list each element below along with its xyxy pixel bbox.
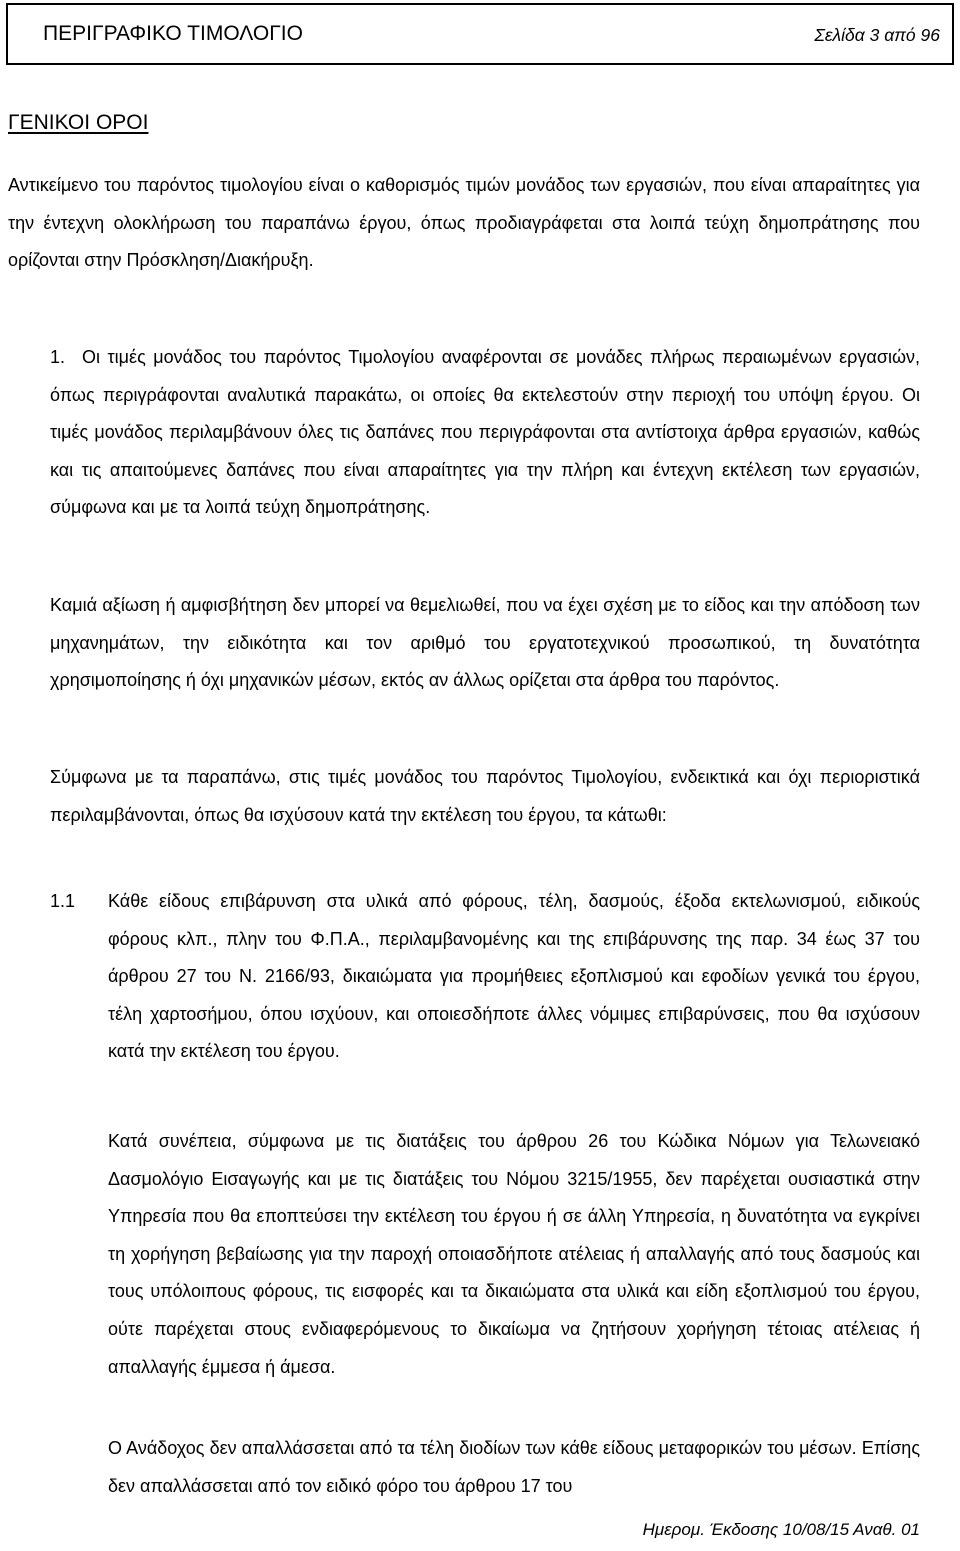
page-indicator: Σελίδα 3 από 96 (814, 25, 940, 45)
accord-paragraph: Σύμφωνα με τα παραπάνω, στις τιμές μονάδος του παρόντος Τιμολογίου, ενδεικτικά και όχι περιοριστικά περιλαμβάνονται, όπως θα ισχύσουν κατά την εκτέλεση του έργου, τα κάτωθι: (50, 767, 920, 825)
consequence-paragraph: Κατά συνέπεια, σύμφωνα με τις διατάξεις του άρθρου 26 του Κώδικα Νόμων για Τελωνειακό Δασμολόγιο Εισαγωγής και με τις διατάξεις του Νόμου 3215/1955, δεν παρέχεται ουσιαστικά στην Υπηρεσία που θα εποπτεύσει την εκτέλεση του έργου ή σε άλλη Υπηρεσία, η δυνατότητα να εγκρίνει τη χορήγηση βεβαίωσης για την παροχή οποιασδήποτε ατέλειας ή απαλλαγής από τους δασμούς και τους υπόλοιπους φόρους, τις εισφορές και τα δικαιώματα στα υλικά και είδη εξοπλισμού του έργου, ούτε παρέχεται στους ενδιαφερόμενους το δικαίωμα να ζητήσουν χορήγηση τέτοιας ατέλειας ή απαλλαγής έμμεσα ή άμεσα. (108, 1131, 920, 1377)
main-paragraph-text: Οι τιμές μονάδος του παρόντος Τιμολογίου αναφέρονται σε μονάδες πλήρως περαιωμένων εργασιών, όπως περιγράφονται αναλυτικά παρακάτω, οι οποίες θα εκτελεστούν στην περιοχή του υπόψη έργου. Οι τιμές μονάδος περιλαμβάνουν όλες τις δαπάνες που περιγράφονται στα αντίστοιχα άρθρα εργασιών, καθώς και τις απαιτούμενες δαπάνες που είναι απαραίτητες για την πλήρη και έντεχνη εκτέλεση των εργασιών, σύμφωνα και με τα λοιπά τεύχη δημοπράτησης. (50, 347, 920, 518)
document-title: ΠΕΡΙΓΡΑΦΙΚΟ ΤΙΜΟΛΟΓΙΟ (43, 22, 303, 45)
transport-paragraph: Ο Ανάδοχος δεν απαλλάσσεται από τα τέλη διοδίων των κάθε είδους μεταφορικών του μέσων. Επίσης δεν απαλλάσσεται από τον ειδικό φόρο του άρθρου 17 του (108, 1438, 920, 1496)
intro-paragraph: Αντικείμενο του παρόντος τιμολογίου είναι ο καθορισμός τιμών μονάδος των εργασιών, που είναι απαραίτητες για την έντεχνη ολοκλήρωση του παραπάνω έργου, όπως προδιαγράφεται στα λοιπά τεύχη δημοπράτησης που ορίζονται στην Πρόσκληση/Διακήρυξη. (8, 175, 920, 271)
document-header (6, 3, 954, 65)
section-title: ΓΕΝΙΚΟΙ ΟΡΟΙ (8, 111, 149, 134)
paragraph-number: 1. (50, 347, 66, 367)
item-number: 1.1 (50, 891, 76, 911)
issue-date-footer: Ημερομ. Έκδοσης 10/08/15 Αναθ. 01 (642, 1520, 920, 1539)
item-1-1-paragraph: Κάθε είδους επιβάρυνση στα υλικά από φόρους, τέλη, δασμούς, έξοδα εκτελωνισμού, ειδικούς φόρους κλπ., πλην του Φ.Π.Α., περιλαμβανομένης και της επιβάρυνσης της παρ. 34 έως 37 του άρθρου 27 του Ν. 2166/93, δικαιώματα για προμήθειες εξοπλισμού και εφοδίων γενικά του έργου, τέλη χαρτοσήμου, όπου ισχύουν, και οποιεσδήποτε άλλες νόμιμες επιβαρύνσεις, που θα ισχύσουν κατά την εκτέλεση του έργου. (108, 891, 920, 1062)
main-paragraph (50, 339, 920, 527)
claims-paragraph: Καμιά αξίωση ή αμφισβήτηση δεν μπορεί να θεμελιωθεί, που να έχει σχέση με το είδος και την απόδοση των μηχανημάτων, την ειδικότητα και τον αριθμό του εργατοτεχνικού προσωπικού, τη δυνατότητα χρησιμοποίησης ή όχι μηχανικών μέσων, εκτός αν άλλως ορίζεται στα άρθρα του παρόντος. (50, 595, 920, 691)
